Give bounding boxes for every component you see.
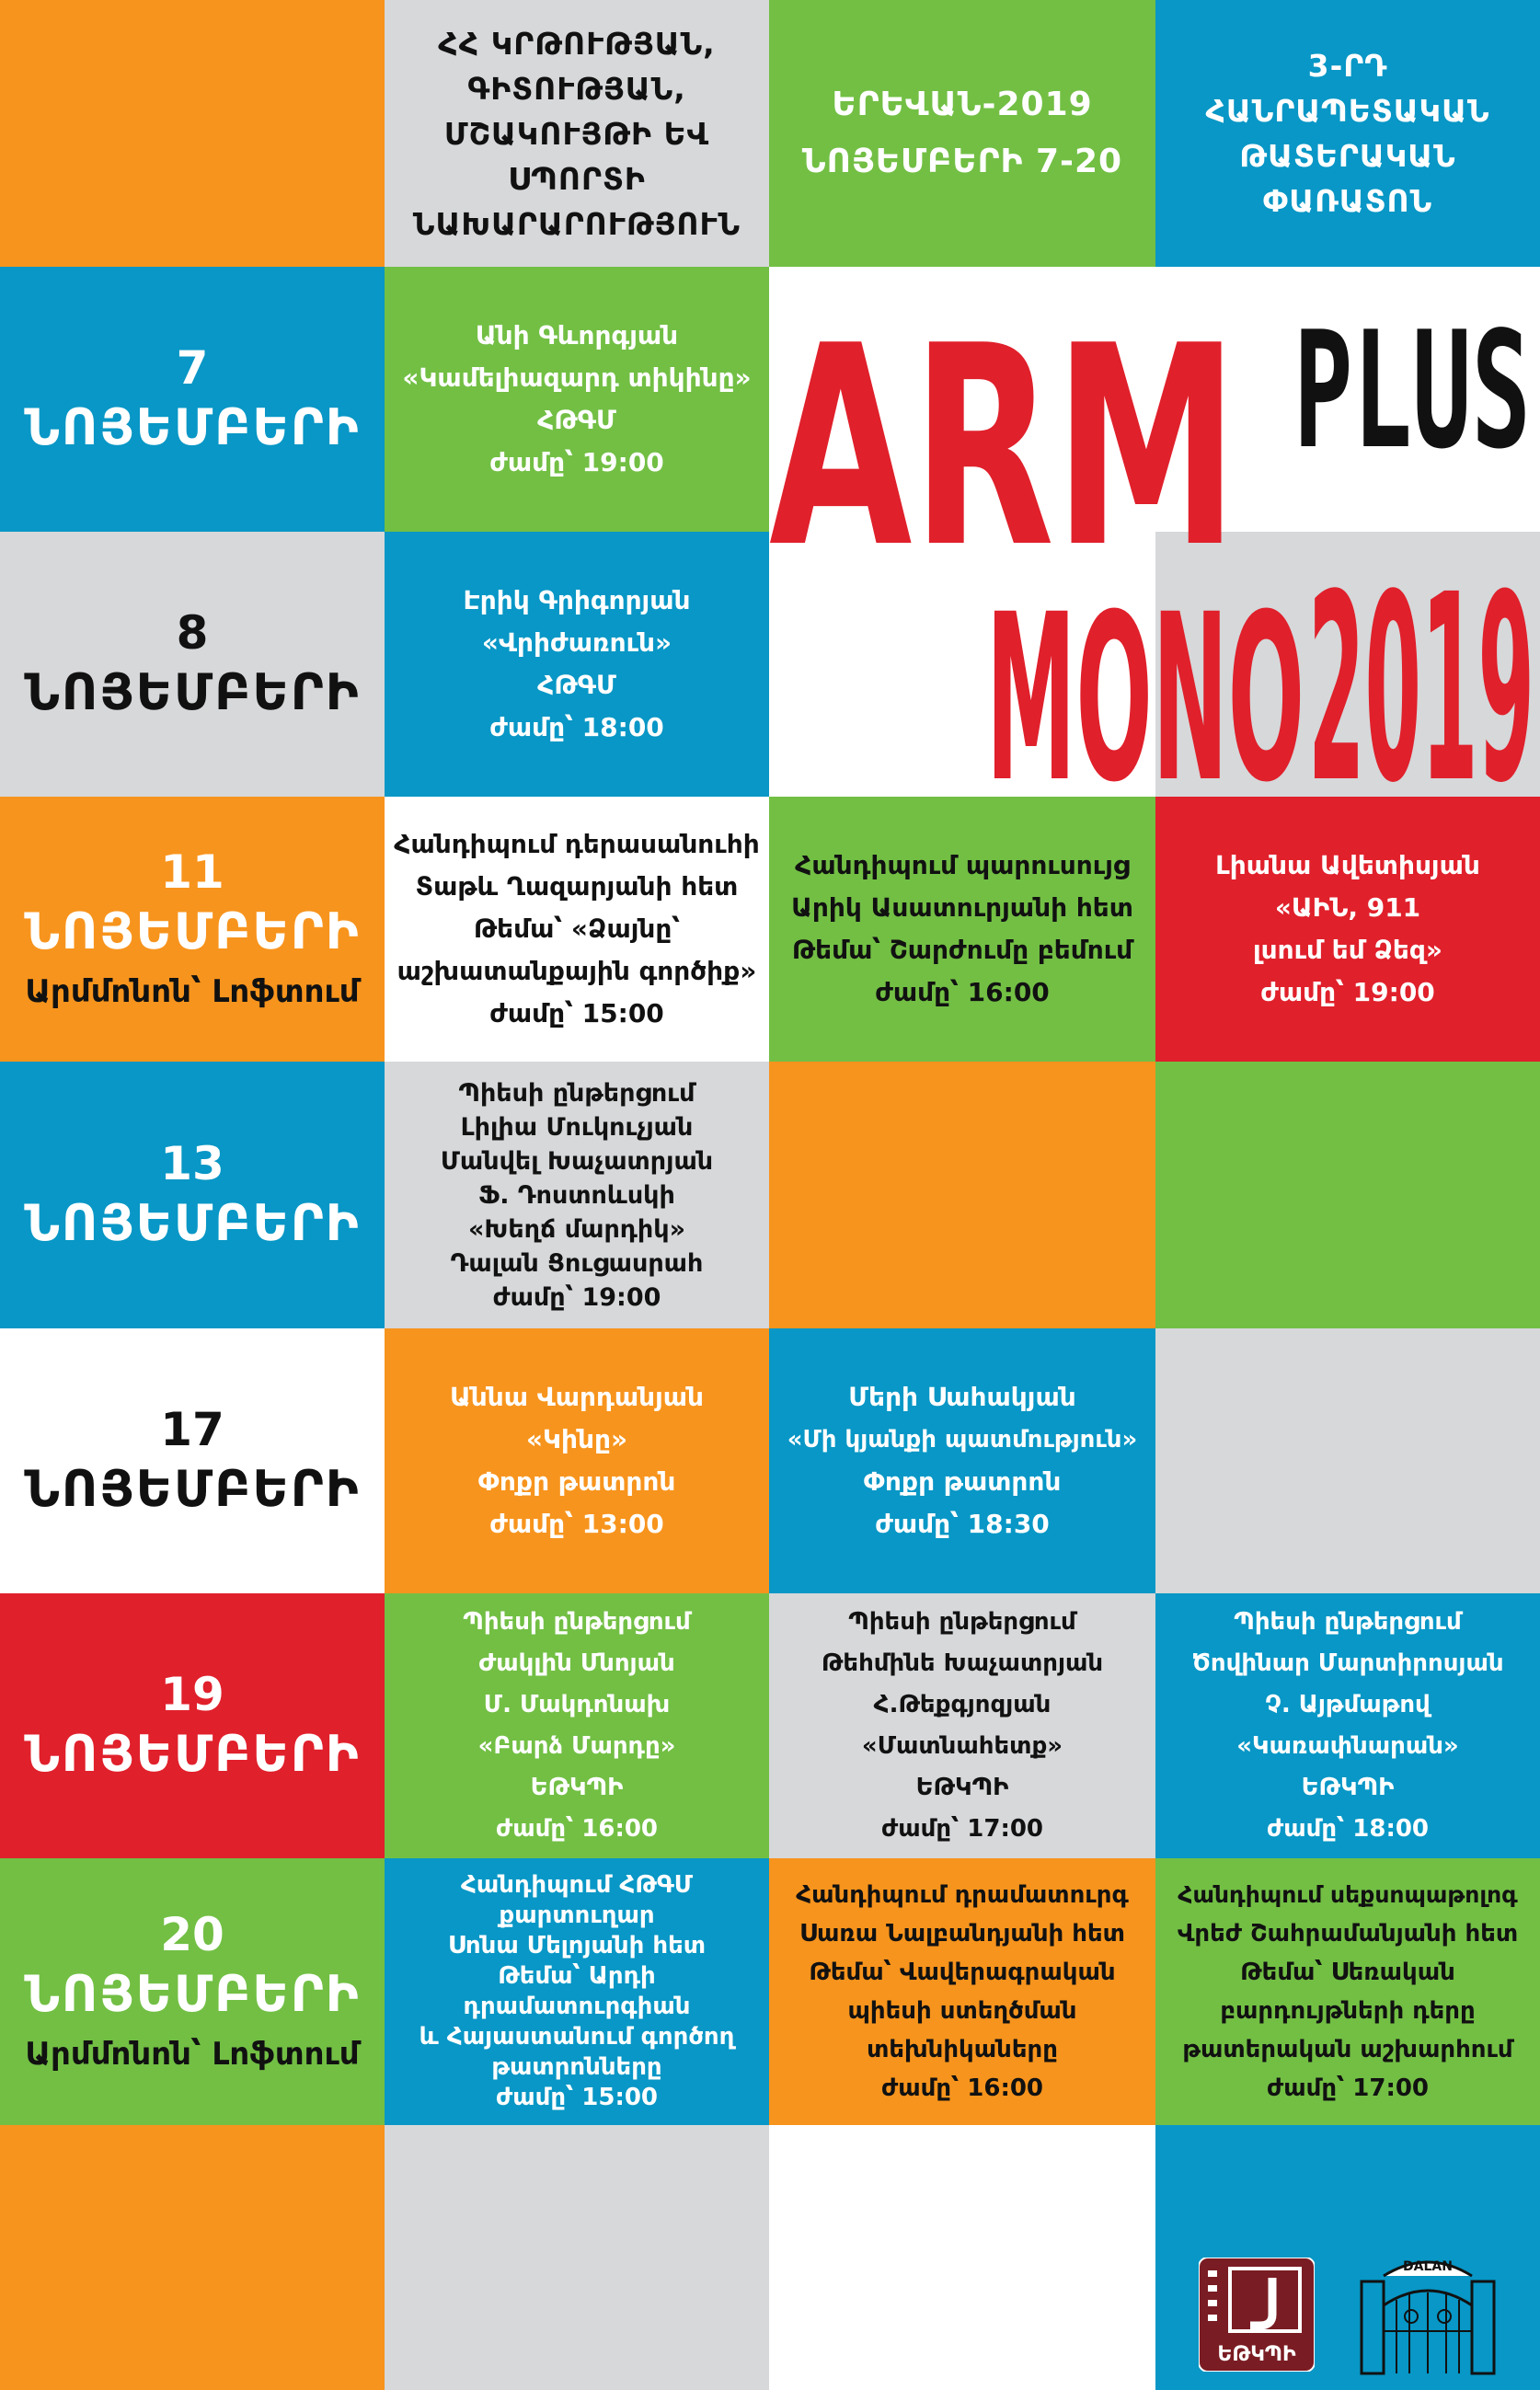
date-month: ՆՈՅԵՄԲԵՐԻ — [24, 663, 361, 721]
event-line: Սառա Նալբանդյանի հետ — [799, 1920, 1125, 1948]
event-line: Թեմա՝ Արդի — [498, 1962, 656, 1990]
footer-block-1 — [0, 2125, 385, 2390]
date-day: 8 — [176, 606, 209, 660]
date-day: 20 — [160, 1908, 224, 1961]
event-line: Մ. Մակդոնախ — [483, 1691, 671, 1718]
date-month: ՆՈՅԵՄԲԵՐԻ — [24, 902, 361, 960]
date-block-7 — [0, 267, 385, 532]
event-line: Պիեսի ընթերցում — [848, 1608, 1076, 1636]
event-line: Լիանա Ավետիսյան — [1215, 850, 1480, 880]
event-line: «Մի կյանքի պատմություն» — [787, 1426, 1138, 1454]
date-month: ՆՈՅԵՄԲԵՐԻ — [24, 1460, 361, 1518]
empty-block-13c — [1155, 1062, 1540, 1328]
event-nov19-a — [385, 1593, 769, 1858]
event-line: ժամը՝ 19:00 — [1260, 977, 1435, 1007]
event-line: Հանդիպում դերասանուհի — [394, 829, 760, 859]
event-line: ժամը՝ 18:00 — [1266, 1815, 1430, 1843]
logo-year: 2019 — [1308, 540, 1534, 797]
event-line: Հանդիպում ՀԹԳՄ — [460, 1871, 694, 1899]
event-line: Լիլիա Մուկուչյան — [460, 1112, 694, 1142]
festival-dates: ՆՈՅԵՄԲԵՐԻ 7-20 — [801, 143, 1123, 180]
event-line: քարտուղար — [499, 1902, 655, 1929]
event-nov11-b — [769, 797, 1155, 1062]
event-line: աշխատանքային գործիք» — [396, 956, 757, 986]
event-line: տեխնիկաները — [867, 2036, 1058, 2063]
event-line: դրամատուրգիան — [463, 1993, 691, 2020]
event-nov19-b — [769, 1593, 1155, 1858]
event-line: «ԱԻՆ, 911 — [1274, 892, 1421, 923]
date-venue: Արմմոնոն՝ Լոֆտում — [25, 973, 360, 1010]
event-nov17-b — [769, 1328, 1155, 1593]
event-line: ժամը՝ 15:00 — [489, 998, 664, 1028]
date-month: ՆՈՅԵՄԲԵՐԻ — [24, 1194, 361, 1252]
event-line: ժամը՝ 16:00 — [875, 977, 1050, 1007]
ministry-line-1: ՀՀ ԿՐԹՈՒԹՅԱՆ, — [438, 25, 716, 62]
event-line: Ժակլին Մնոյան — [478, 1649, 675, 1677]
ytkpi-logo — [1199, 2258, 1315, 2372]
event-line: «Կինը» — [525, 1424, 628, 1454]
event-line: Մերի Սահակյան — [848, 1382, 1076, 1412]
logo-arm: ARM — [769, 287, 1238, 608]
event-line: ժամը՝ 17:00 — [1266, 2074, 1430, 2102]
festival-title-line-2: ԹԱՏԵՐԱԿԱՆ — [1239, 138, 1456, 174]
date-venue: Արմմոնոն՝ Լոֆտում — [25, 2036, 360, 2073]
empty-block-17c — [1155, 1328, 1540, 1593]
event-line: ժամը՝ 18:30 — [875, 1509, 1050, 1539]
event-line: Թեհմինե Խաչատրյան — [821, 1649, 1104, 1677]
event-line: ՀԹԳՄ — [537, 670, 616, 700]
event-line: Ֆ. Դոստոևսկի — [478, 1180, 675, 1210]
event-line: ԵԹԿՊԻ — [915, 1774, 1009, 1801]
city-dates-block — [769, 0, 1155, 267]
event-line: լսում եմ Ձեզ» — [1252, 935, 1443, 965]
event-line: Ծովինար Մարտիրոսյան — [1191, 1649, 1504, 1677]
date-month: ՆՈՅԵՄԲԵՐԻ — [24, 398, 361, 456]
event-line: Թեմա՝ Վավերագրական — [809, 1959, 1116, 1986]
event-line: «Կամելիազարդ տիկինը» — [402, 362, 752, 393]
event-line: ժամը՝ 15:00 — [495, 2084, 659, 2111]
event-line: Չ. Այթմաթով — [1265, 1691, 1431, 1718]
event-nov20-c — [1155, 1858, 1540, 2125]
header-corner-block — [0, 0, 385, 267]
event-line: «Մատնահետք» — [861, 1732, 1063, 1760]
event-line: Աննա Վարդանյան — [449, 1382, 705, 1412]
date-day: 19 — [160, 1668, 224, 1721]
footer-block-3 — [769, 2125, 1155, 2390]
event-nov20-b — [769, 1858, 1155, 2125]
event-line: Սոնա Մելոյանի հետ — [447, 1932, 707, 1959]
event-line: Հանդիպում դրամատուրգ — [796, 1881, 1129, 1909]
event-line: Էրիկ Գրիգորյան — [463, 585, 691, 615]
event-line: ԵԹԿՊԻ — [1301, 1774, 1395, 1801]
event-line: ժամը՝ 13:00 — [489, 1509, 664, 1539]
date-block-19 — [0, 1593, 385, 1858]
date-block-20 — [0, 1858, 385, 2125]
event-line: Հանդիպում սեքսոպաթոլոգ — [1178, 1881, 1518, 1908]
event-line: «Վրիժառուն» — [481, 627, 672, 658]
event-line: «Խեղճ մարդիկ» — [467, 1214, 686, 1244]
festival-title-line-3: ՓԱՌԱՏՈՆ — [1262, 183, 1433, 219]
armmono-logo — [769, 267, 1540, 797]
ministry-line-3: ՄՇԱԿՈՒՅԹԻ ԵՎ ՍՊՈՐՏԻ — [443, 115, 710, 197]
event-nov13 — [385, 1062, 769, 1328]
event-line: ԵԹԿՊԻ — [530, 1774, 624, 1801]
event-line: Հ.Թեքգյոզյան — [873, 1691, 1052, 1718]
event-line: ժամը՝ 19:00 — [489, 447, 664, 477]
event-line: բարդույթների դերը — [1220, 1997, 1476, 2025]
date-block-8 — [0, 532, 385, 797]
event-line: Պիեսի ընթերցում — [463, 1608, 691, 1636]
event-line: «Կառափնարան» — [1236, 1732, 1459, 1760]
festival-edition: 3-ՐԴ — [1307, 48, 1388, 84]
logo-plus: PLUS — [1293, 298, 1531, 485]
event-line: Դալան Ցուցասրահ — [450, 1248, 704, 1278]
date-block-11 — [0, 797, 385, 1062]
event-line: թատերական աշխարհում — [1182, 2036, 1513, 2063]
festival-title-line-1: ՀԱՆՐԱՊԵՏԱԿԱՆ — [1205, 93, 1490, 129]
event-line: պիեսի ստեղծման — [847, 1997, 1077, 2025]
date-month: ՆՈՅԵՄԲԵՐԻ — [24, 1725, 361, 1783]
dalan-gate-logo — [1356, 2248, 1500, 2377]
date-day: 11 — [160, 845, 224, 899]
event-nov17-a — [385, 1328, 769, 1593]
event-line: ժամը՝ 17:00 — [880, 1815, 1044, 1843]
event-line: Հանդիպում պարուսույց — [795, 850, 1130, 880]
event-nov20-a — [385, 1858, 769, 2125]
event-line: Թեմա՝ «Ձայնը՝ — [473, 913, 681, 944]
ministry-line-4: ՆԱԽԱՐԱՐՈՒԹՅՈՒՆ — [412, 205, 741, 242]
event-line: Պիեսի ընթերցում — [458, 1078, 695, 1108]
ministry-block — [385, 0, 769, 267]
footer-block-2 — [385, 2125, 769, 2390]
date-block-17 — [0, 1328, 385, 1593]
ministry-line-2: ԳԻՏՈՒԹՅԱՆ, — [467, 70, 686, 107]
date-block-13 — [0, 1062, 385, 1328]
empty-block-13b — [769, 1062, 1155, 1328]
date-month: ՆՈՅԵՄԲԵՐԻ — [24, 1965, 361, 2023]
event-nov11-c — [1155, 797, 1540, 1062]
date-day: 13 — [160, 1137, 224, 1190]
date-day: 17 — [160, 1403, 224, 1456]
event-line: թատրոնները — [491, 2053, 662, 2081]
event-line: և Հայաստանում գործող — [419, 2023, 735, 2051]
ytkpi-label: ԵԹԿՊԻ — [1217, 2343, 1296, 2366]
event-nov7 — [385, 267, 769, 532]
event-line: Անի Գևորգյան — [475, 320, 679, 350]
city-year: ԵՐԵՎԱՆ-2019 — [832, 86, 1093, 123]
festival-title-block — [1155, 0, 1540, 267]
event-line: ժամը՝ 18:00 — [489, 712, 664, 742]
event-line: Թեմա՝ Սեռական — [1240, 1959, 1455, 1986]
event-line: Փոքր թատրոն — [863, 1466, 1062, 1497]
event-line: ժամը՝ 16:00 — [495, 1815, 659, 1843]
date-day: 7 — [176, 341, 209, 395]
event-line: Փոքր թատրոն — [477, 1466, 676, 1497]
event-nov19-c — [1155, 1593, 1540, 1858]
event-line: ժամը՝ 16:00 — [880, 2074, 1044, 2102]
event-nov11-a — [385, 797, 769, 1062]
event-line: Արիկ Ասատուրյանի հետ — [791, 892, 1133, 923]
event-line: Վրեժ Շահրամանյանի հետ — [1177, 1920, 1519, 1948]
event-line: Թեմա՝ Շարժումը բեմում — [791, 935, 1133, 965]
event-line: ՀԹԳՄ — [537, 405, 616, 435]
event-line: Պիեսի ընթերցում — [1234, 1608, 1462, 1636]
event-line: Մանվել Խաչատրյան — [440, 1146, 714, 1176]
event-nov8 — [385, 532, 769, 797]
event-line: ժամը՝ 19:00 — [492, 1282, 661, 1312]
event-line: Տաթև Ղազարյանի հետ — [415, 871, 739, 902]
logo-mono: MONO — [986, 565, 1304, 797]
dalan-label: DALAN — [1403, 2259, 1453, 2274]
event-line: «Բարձ Մարդը» — [477, 1732, 676, 1760]
